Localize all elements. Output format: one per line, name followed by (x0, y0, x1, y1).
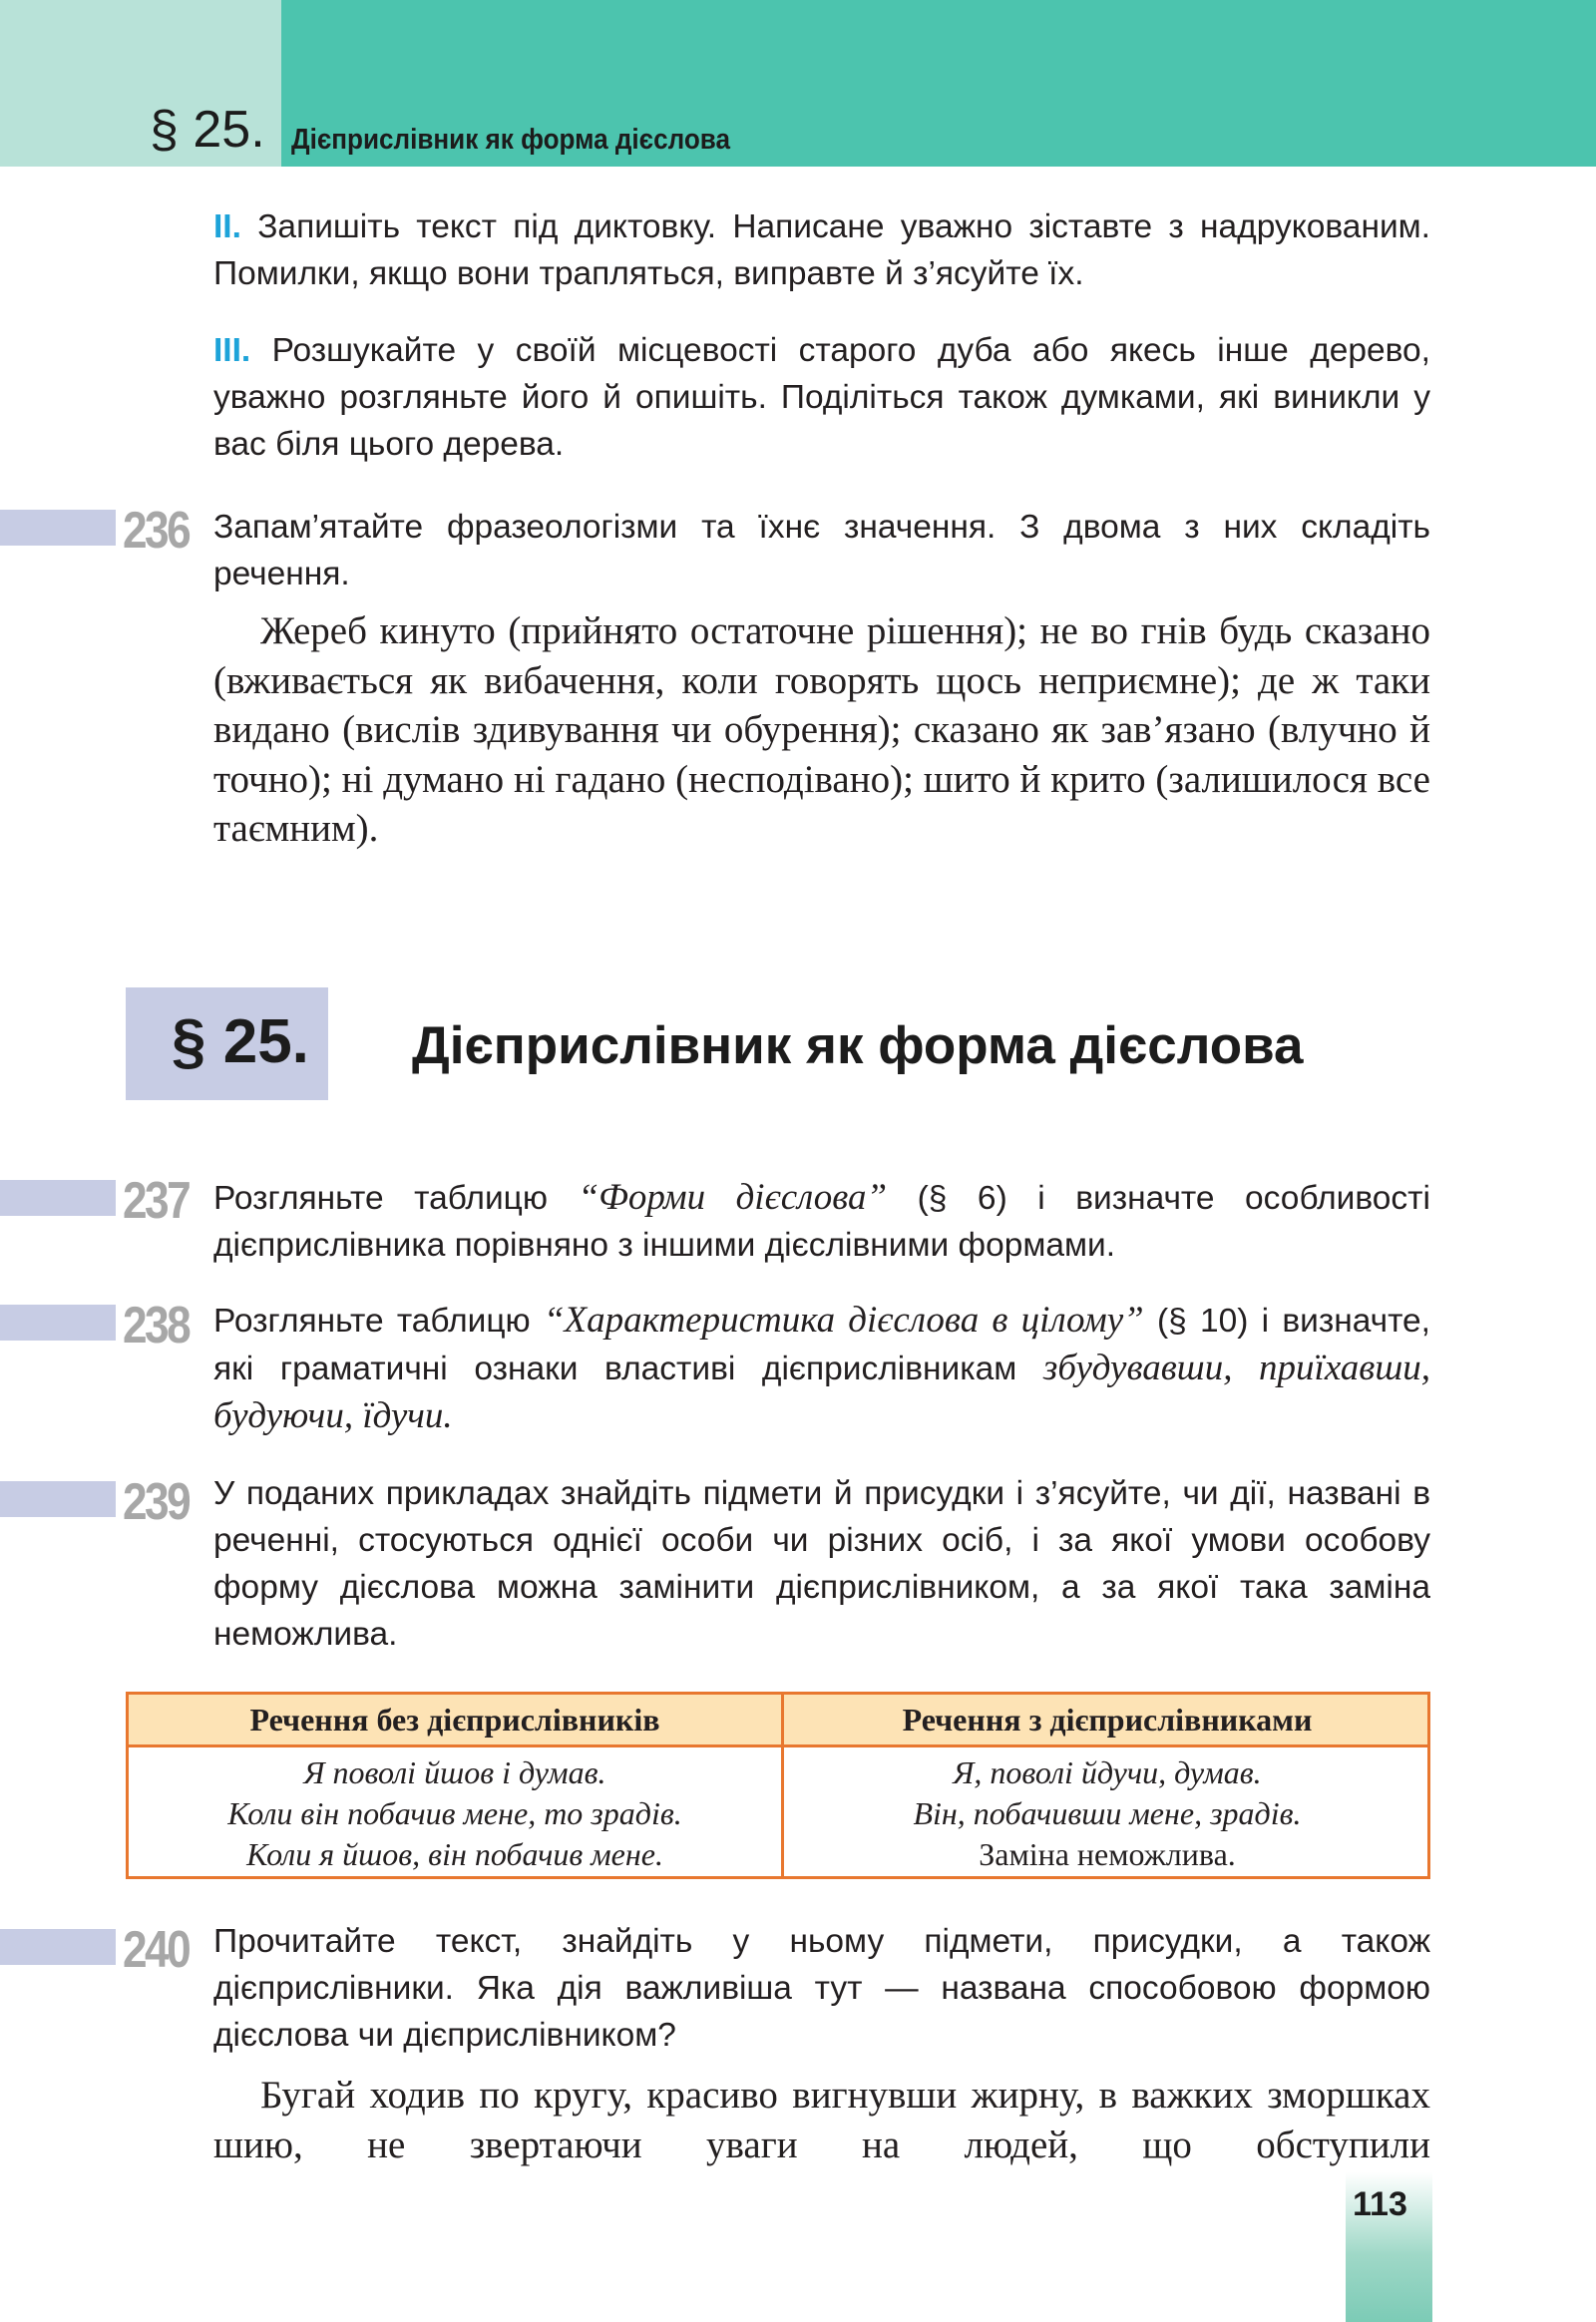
exercise-236-text: Жереб кинуто (прийнято остаточне рішення); не во гнів будь сказано (вживається як вибачення, коли говорять щось неприємне); де ж таки видано (вислів здивування чи обурення); сказано як зав’язано (влучно й точно); ні думано ні гадано (несподівано); шито й крито (залишилося все таємним). (213, 609, 1430, 850)
exercise-marker-bar (0, 1305, 116, 1341)
task-3-text: Розшукайте у своїй місцевості старого дуба або якесь інше дерево, уважно розгляньте його й опишіть. Поділіться також думками, які виникли у вас біля цього дерева. (213, 332, 1430, 463)
header-section-number: § 25. (150, 101, 265, 159)
task-2 (213, 203, 1430, 297)
exercise-number: 240 (123, 1921, 190, 1979)
exercise-238-part1: Розгляньте таблицю (213, 1303, 531, 1340)
exercise-237-part1: Розгляньте таблицю (213, 1180, 548, 1217)
table-sentence: Я, поволі йдучи, думав. (953, 1754, 1262, 1790)
exercise-number: 236 (123, 502, 190, 560)
exercise-238-table-name: “Характеристика дієслова в цілому” (543, 1300, 1144, 1341)
task-2-text: Запишіть текст під диктовку. Написане уважно зіставте з надрукованим. Помилки, якщо вони трапляться, виправте й з’ясуйте їх. (213, 208, 1430, 292)
exercise-237-part2: (§ 6) і визначте особливості дієприслівника порівняно з іншими дієслівними формами. (213, 1180, 1430, 1264)
task-3 (213, 327, 1430, 468)
exercise-number: 237 (123, 1172, 190, 1230)
exercise-number: 239 (123, 1473, 190, 1531)
header-topic: Дієприслівник як форма дієслова (291, 124, 730, 156)
exercise-marker-bar (0, 1481, 116, 1517)
page-number: 113 (1353, 2185, 1407, 2223)
exercise-236-task: Запам’ятайте фразеологізми та їхнє значення. З двома з них складіть речення. (213, 509, 1430, 592)
exercise-marker-bar (0, 510, 116, 546)
exercise-238-task (213, 1297, 1430, 1440)
exercise-238-examples: збудувавши, приїхавши, будуючи, їдучи. (213, 1348, 1431, 1436)
exercise-240-task: Прочитайте текст, знайдіть у ньому підмети, присудки, а також дієприслівники. Яка дія важливіша тут — названа способовою формою дієслова чи дієприслівником? (213, 1923, 1430, 2054)
exercise-237-task (213, 1174, 1430, 1269)
task-3-number: ІІІ. (213, 332, 251, 369)
exercise-marker-bar (0, 1180, 116, 1216)
section-number: § 25. (172, 1007, 309, 1076)
exercise-238-part2: (§ 10) і визначте, які граматичні ознаки властиві дієприслівникам (213, 1303, 1430, 1387)
table-header-with: Речення з дієприслівниками (902, 1702, 1313, 1738)
comparison-table (126, 1692, 1430, 1879)
table-sentence: Він, побачивши мене, зрадів. (913, 1795, 1302, 1831)
table-sentence: Коли я йшов, він побачив мене. (246, 1836, 663, 1872)
exercise-237-table-name: “Форми дієслова” (578, 1177, 888, 1218)
exercise-240-text: Бугай ходив по кругу, красиво вигнувши жирну, в важких зморшках шию, не звертаючи уваги на людей, що обступили (213, 2074, 1430, 2166)
exercise-239-task: У поданих прикладах знайдіть підмети й присудки і з’ясуйте, чи дії, названі в реченні, стосуються однієї особи чи різних осіб, і за якої умови особову форму дієслова можна замінити дієприслівником, а за якої така заміна неможлива. (213, 1475, 1430, 1653)
table-cell-right (781, 1752, 1433, 1875)
exercise-marker-bar (0, 1929, 116, 1965)
table-cell-left (129, 1752, 781, 1875)
table-sentence: Я поволі йшов і думав. (303, 1754, 606, 1790)
exercise-number: 238 (123, 1297, 190, 1354)
table-sentence: Коли він побачив мене, то зрадів. (227, 1795, 682, 1831)
section-title: Дієприслівник як форма дієслова (412, 1016, 1304, 1075)
task-2-number: ІІ. (213, 208, 241, 245)
table-header-without: Речення без дієприслівників (249, 1702, 660, 1738)
table-note: Заміна неможлива. (979, 1836, 1236, 1872)
